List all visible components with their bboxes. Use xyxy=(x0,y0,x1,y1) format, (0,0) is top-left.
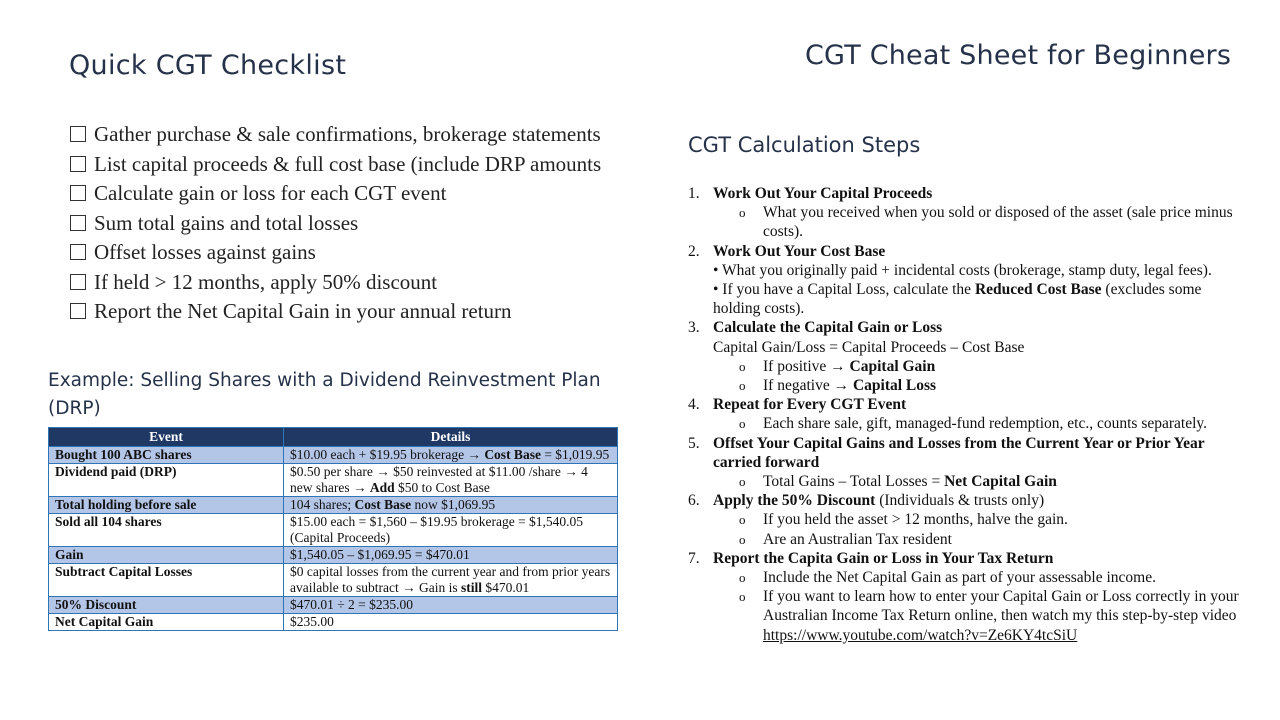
checklist-item-text: Sum total gains and total losses xyxy=(94,210,359,235)
bold-text: Cost Base xyxy=(484,447,541,462)
checklist-item xyxy=(70,297,601,327)
sub-item xyxy=(713,357,1246,376)
checkbox[interactable] xyxy=(70,126,86,142)
sub-item xyxy=(713,414,1246,433)
sub-bullet: o xyxy=(739,205,746,221)
step-number: 3. xyxy=(688,319,700,337)
details-cell: $235.00 xyxy=(284,614,618,631)
sub-item-text: What you received when you sold or disposed of the asset (sale price minus costs). xyxy=(763,204,1233,241)
cheat-sheet-title: CGT Cheat Sheet for Beginners xyxy=(805,40,1232,71)
sub-item xyxy=(713,530,1246,549)
sub-item-text: If positive → Capital Gain xyxy=(763,357,936,375)
event-cell: Subtract Capital Losses xyxy=(49,564,284,597)
checklist xyxy=(70,120,601,327)
sub-item xyxy=(713,510,1246,529)
sub-bullet: o xyxy=(739,474,746,490)
step-item xyxy=(684,184,1246,242)
sub-bullet: o xyxy=(739,416,746,432)
step-item xyxy=(684,491,1246,549)
table-row xyxy=(49,447,618,464)
event-cell: Dividend paid (DRP) xyxy=(49,464,284,497)
details-cell: $0 capital losses from the current year and from prior years available to subtract → Gain is still $470.01 xyxy=(284,564,618,597)
steps-heading: CGT Calculation Steps xyxy=(688,133,921,157)
checklist-item-text: Calculate gain or loss for each CGT event xyxy=(94,181,447,205)
table-row xyxy=(49,464,618,497)
sub-bullet: o xyxy=(739,570,746,586)
step-number: 2. xyxy=(688,242,700,260)
details-cell: $10.00 each + $19.95 brokerage → Cost Base = $1,019.95 xyxy=(284,447,618,464)
event-cell: Net Capital Gain xyxy=(49,614,284,631)
calculation-steps xyxy=(684,184,1246,644)
sub-item-text: If negative → Capital Loss xyxy=(763,377,937,395)
checklist-item xyxy=(70,120,601,150)
event-cell: Sold all 104 shares xyxy=(49,514,284,547)
step-title-text: Work Out Your Capital Proceeds xyxy=(713,185,933,202)
details-cell: $1,540.05 – $1,069.95 = $470.01 xyxy=(284,547,618,564)
bold-text: Capital Loss xyxy=(852,377,937,395)
step-number: 6. xyxy=(688,492,700,510)
step-title-text: Report the Capita Gain or Loss in Your Tax Return xyxy=(713,549,1054,567)
sub-item xyxy=(713,376,1246,395)
checkbox[interactable] xyxy=(70,303,86,319)
sub-item-text: If you want to learn how to enter your Capital Gain or Loss correctly in your Australian Income Tax Return online, then watch my this step-by-step video https://www.youtube.com/watch?v=Ze6KY4tcSiU xyxy=(763,588,1239,644)
table-row xyxy=(49,497,618,514)
bold-text: Cost Base xyxy=(354,497,412,512)
details-cell: 104 shares; Cost Base now $1,069.95 xyxy=(284,497,618,514)
step-number: 7. xyxy=(688,549,700,567)
event-cell: Total holding before sale xyxy=(49,497,284,514)
table-row xyxy=(49,514,618,547)
step-item xyxy=(684,318,1246,395)
sub-bullet: o xyxy=(739,531,746,547)
event-cell: Gain xyxy=(49,547,284,564)
step-title xyxy=(713,318,1246,337)
step-title-text: Calculate the Capital Gain or Loss xyxy=(713,319,943,337)
step-title-text: Apply the 50% Discount xyxy=(713,492,876,510)
step-line: Capital Gain/Loss = Capital Proceeds – Cost Base xyxy=(713,338,1025,356)
sub-bullet: o xyxy=(739,589,746,605)
bold-text: Net Capital Gain xyxy=(944,473,1057,491)
sub-item-text: Include the Net Capital Gain as part of your assessable income. xyxy=(763,569,1156,587)
sub-item-text: Each share sale, gift, managed-fund redemption, etc., counts separately. xyxy=(763,415,1208,433)
example-table xyxy=(48,427,618,631)
step-title-text: Work Out Your Cost Base xyxy=(713,242,886,260)
bold-text: still xyxy=(460,580,482,595)
bold-text: Reduced Cost Base xyxy=(974,281,1102,299)
checklist-item xyxy=(70,238,601,268)
step-number: 5. xyxy=(688,434,700,452)
sub-bullet: o xyxy=(739,378,746,394)
step-number: 4. xyxy=(688,396,700,414)
step-title xyxy=(713,242,1246,261)
step-title xyxy=(713,434,1246,472)
step-title xyxy=(713,184,1246,203)
checklist-item xyxy=(70,209,601,239)
checkbox[interactable] xyxy=(70,244,86,260)
step-title-text: Repeat for Every CGT Event xyxy=(713,396,907,414)
checklist-item-text: List capital proceeds & full cost base (include DRP amounts xyxy=(94,151,602,176)
checklist-title: Quick CGT Checklist xyxy=(69,50,347,81)
sub-item xyxy=(713,203,1246,241)
sub-item-text: Total Gains – Total Losses = Net Capital Gain xyxy=(763,473,1057,491)
table-header-row xyxy=(49,428,618,447)
checklist-item-text: Report the Net Capital Gain in your annual return xyxy=(94,299,512,323)
sub-item-text: Are an Australian Tax resident xyxy=(763,530,952,548)
bold-text: Add xyxy=(369,480,395,495)
table-row xyxy=(49,547,618,564)
sub-bullet: o xyxy=(739,512,746,528)
checklist-item-text: If held > 12 months, apply 50% discount xyxy=(94,269,438,294)
checkbox[interactable] xyxy=(70,185,86,201)
checkbox[interactable] xyxy=(70,156,86,172)
checklist-item xyxy=(70,150,601,180)
step-title xyxy=(713,549,1246,568)
checklist-item-text: Gather purchase & sale confirmations, brokerage statements xyxy=(94,122,601,146)
event-cell: Bought 100 ABC shares xyxy=(49,447,284,464)
details-cell: $0.50 per share → $50 reinvested at $11.00 /share → 4 new shares → Add $50 to Cost Base xyxy=(284,464,618,497)
step-item xyxy=(684,395,1246,433)
checklist-item xyxy=(70,268,601,298)
checkbox[interactable] xyxy=(70,274,86,290)
sub-item-text: If you held the asset > 12 months, halve the gain. xyxy=(763,511,1068,529)
step-item xyxy=(684,434,1246,492)
step-title-note: (Individuals & trusts only) xyxy=(875,492,1045,510)
details-cell: $470.01 ÷ 2 = $235.00 xyxy=(284,597,618,614)
checklist-item-text: Offset losses against gains xyxy=(94,240,316,264)
table-row xyxy=(49,614,618,631)
header-details: Details xyxy=(284,428,618,447)
checklist-item xyxy=(70,179,601,209)
video-link[interactable]: https://www.youtube.com/watch?v=Ze6KY4tcSiU xyxy=(763,626,1078,644)
sub-item xyxy=(713,568,1246,587)
bold-text: Capital Gain xyxy=(849,357,936,375)
step-number: 1. xyxy=(688,185,700,202)
details-cell: $15.00 each = $1,560 – $19.95 brokerage = $1,540.05 (Capital Proceeds) xyxy=(284,514,618,547)
step-line: • If you have a Capital Loss, calculate the Reduced Cost Base (excludes some holding costs). xyxy=(713,281,1202,318)
example-heading: Example: Selling Shares with a Dividend Reinvestment Plan (DRP) xyxy=(48,370,601,419)
step-item xyxy=(684,242,1246,319)
step-title-text: Offset Your Capital Gains and Losses from the Current Year or Prior Year carried forward xyxy=(713,434,1205,471)
step-item xyxy=(684,549,1246,644)
table-row xyxy=(49,597,618,614)
header-event: Event xyxy=(49,428,284,447)
table-row xyxy=(49,564,618,597)
step-line: • What you originally paid + incidental costs (brokerage, stamp duty, legal fees). xyxy=(713,261,1212,279)
step-title xyxy=(713,395,1246,414)
sub-item xyxy=(713,472,1246,491)
checkbox[interactable] xyxy=(70,215,86,231)
event-cell: 50% Discount xyxy=(49,597,284,614)
step-title xyxy=(713,491,1246,510)
sub-item xyxy=(713,587,1246,644)
sub-bullet: o xyxy=(739,358,746,374)
